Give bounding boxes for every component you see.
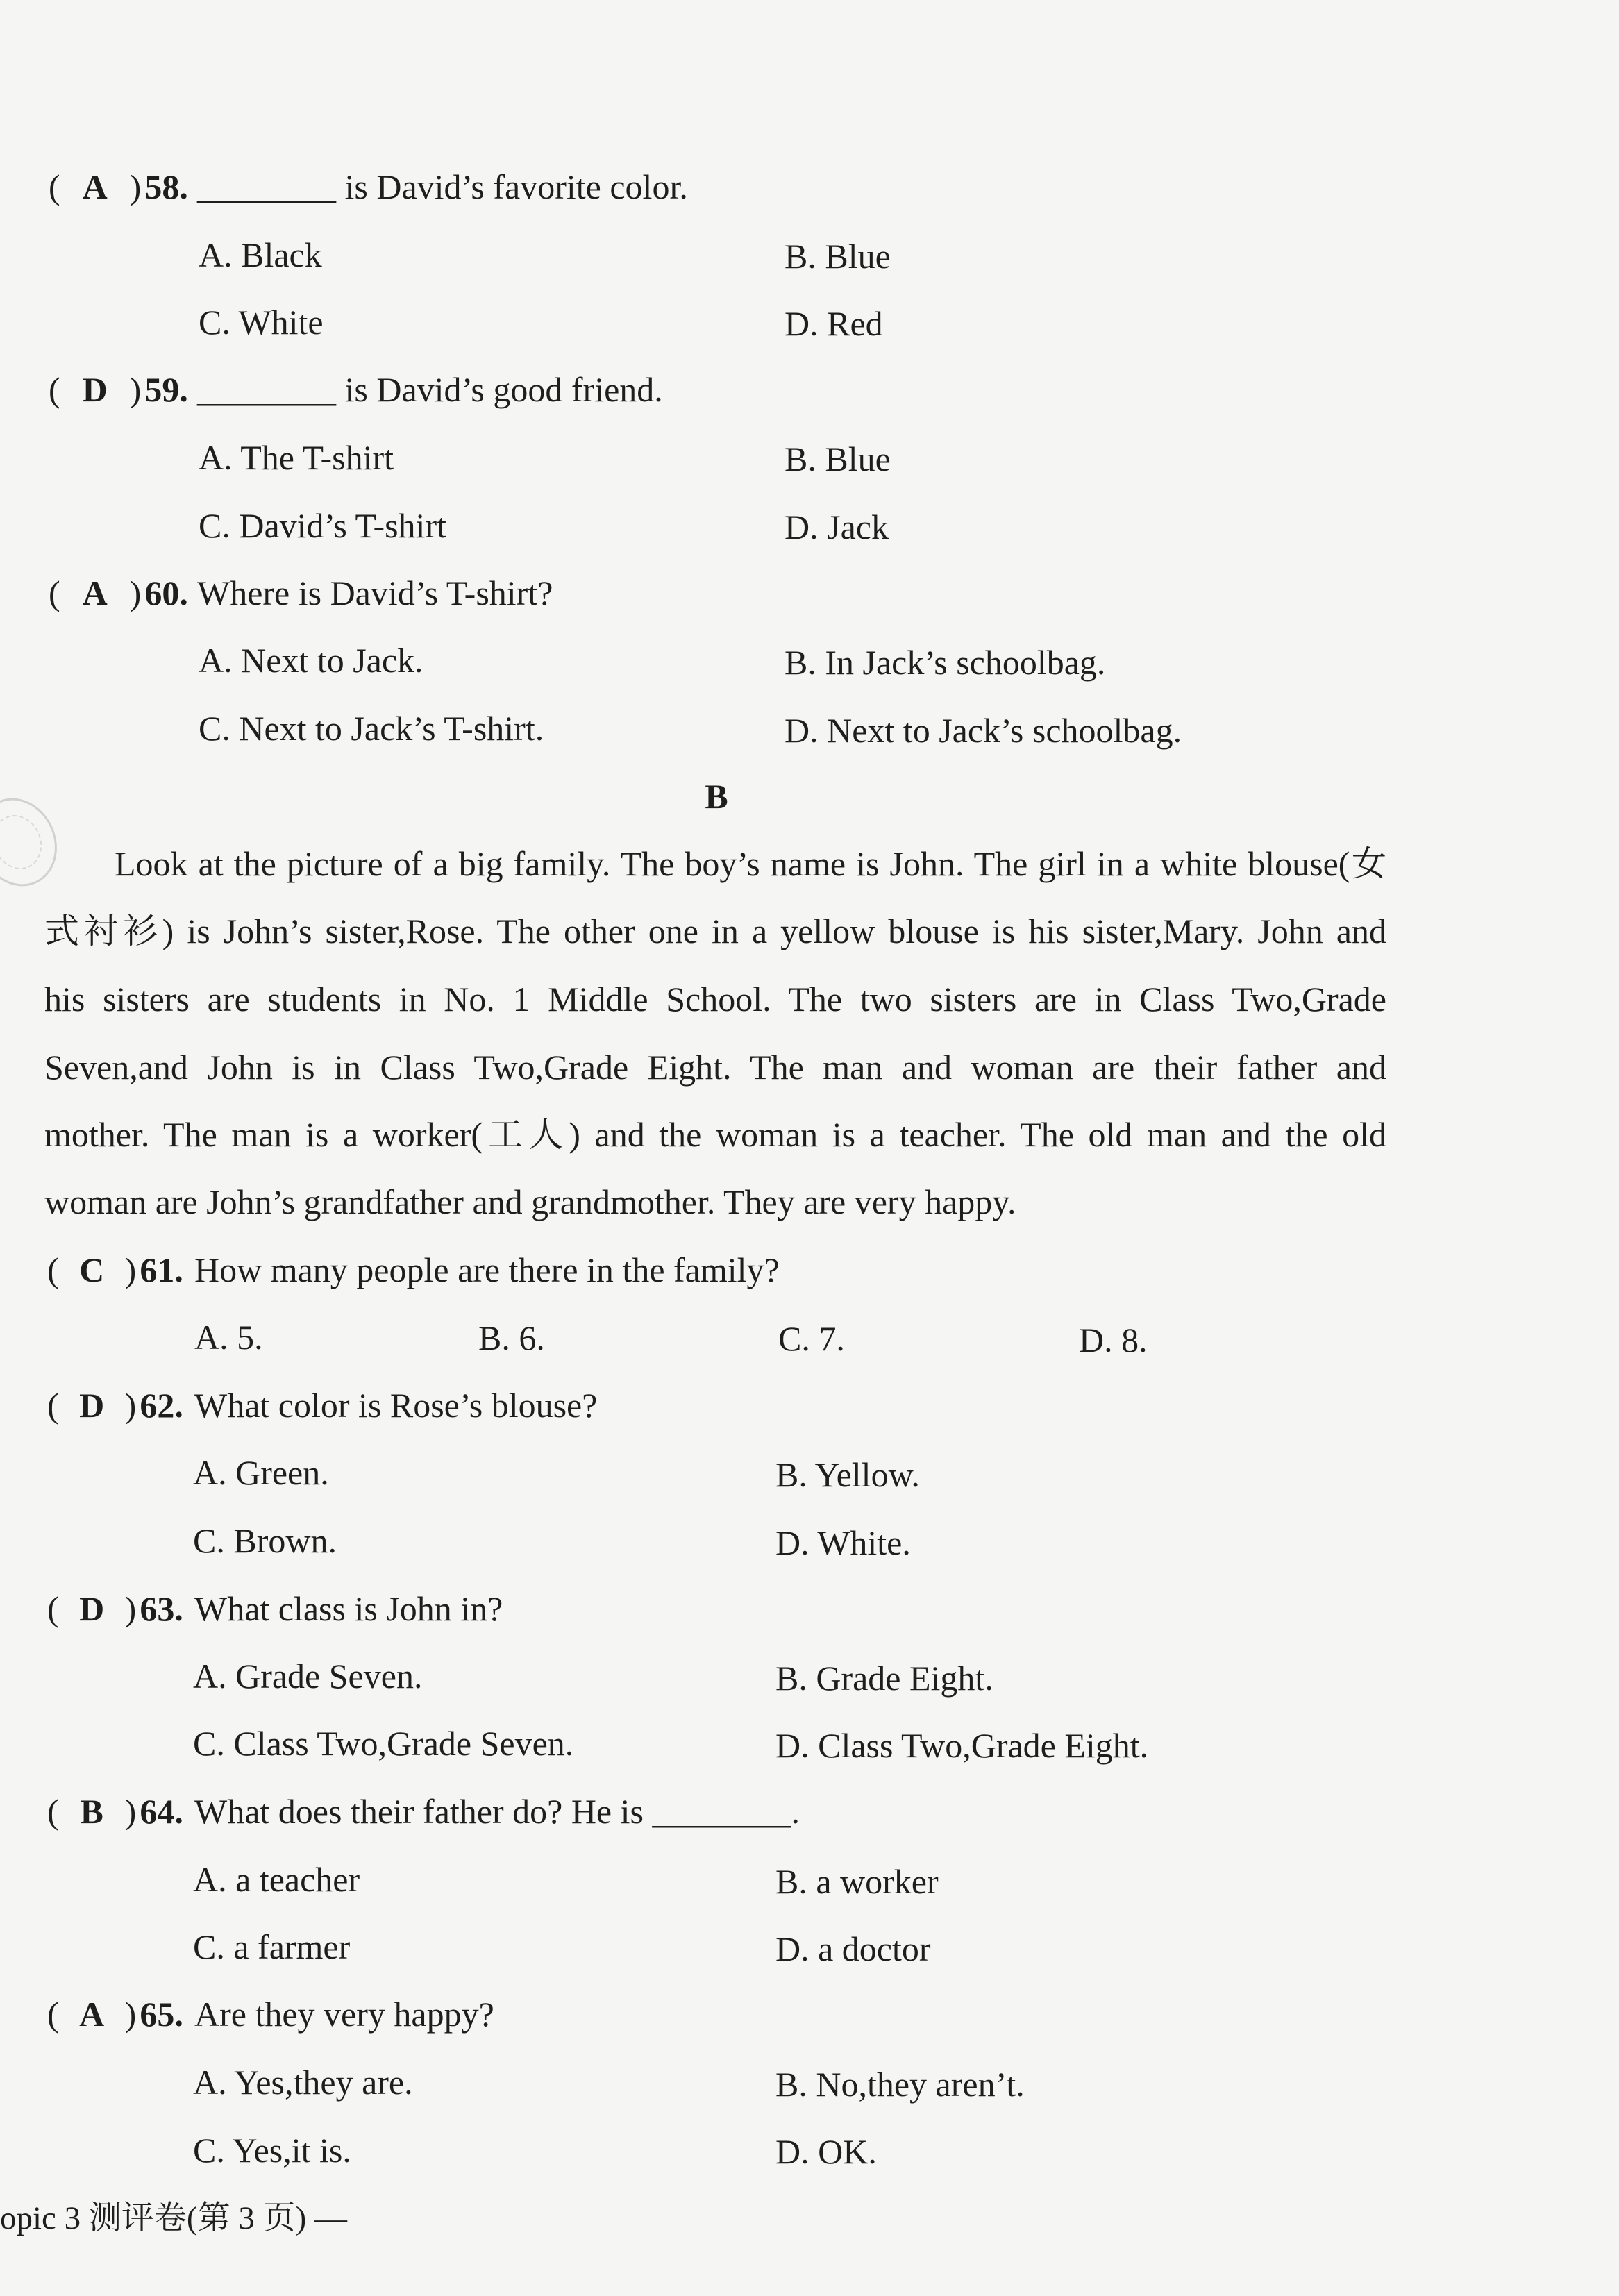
question-number: 58. bbox=[144, 167, 188, 206]
bracket-open: ( bbox=[47, 1386, 59, 1425]
bracket-open: ( bbox=[47, 1589, 59, 1628]
option-b: B. In Jack’s schoolbag. bbox=[785, 643, 1106, 682]
option-a: A. Next to Jack. bbox=[199, 641, 423, 680]
answer-letter: C bbox=[79, 1250, 105, 1289]
bracket-open: ( bbox=[49, 573, 60, 612]
option-d: D. Next to Jack’s schoolbag. bbox=[785, 711, 1182, 750]
option-c: C. Brown. bbox=[193, 1521, 337, 1560]
option-d: D. White. bbox=[775, 1523, 911, 1562]
option-d: D. a doctor bbox=[775, 1929, 931, 1968]
option-c: C. Yes,it is. bbox=[193, 2131, 351, 2170]
option-c: C. David’s T-shirt bbox=[199, 506, 446, 545]
question-63 bbox=[0, 1591, 1619, 1626]
question-58 bbox=[0, 169, 1619, 204]
question-65 bbox=[0, 1995, 1619, 2034]
question-number: 65. bbox=[140, 1995, 183, 2034]
answer-letter: B bbox=[80, 1792, 103, 1831]
option-d: D. Class Two,Grade Eight. bbox=[775, 1726, 1149, 1765]
question-60 bbox=[0, 573, 1619, 612]
bracket-close: ) bbox=[129, 573, 142, 612]
answer-letter: D bbox=[79, 1386, 105, 1425]
question-prefix bbox=[47, 1388, 183, 1423]
option-d: D. 8. bbox=[1079, 1321, 1148, 1359]
question-stem: What does their father do? He is ________. bbox=[194, 1792, 800, 1831]
option-a: A. Green. bbox=[193, 1453, 329, 1492]
question-prefix bbox=[49, 169, 188, 204]
bracket-close: ) bbox=[124, 1386, 137, 1425]
passage-line: his sisters are students in No. 1 Middle School. The two sisters are in Class Two,Grade bbox=[44, 980, 1386, 1019]
question-prefix bbox=[49, 372, 188, 407]
question-number: 59. bbox=[144, 370, 188, 409]
bracket-open: ( bbox=[47, 1250, 59, 1289]
question-prefix bbox=[49, 573, 188, 612]
question-prefix bbox=[47, 1995, 183, 2034]
passage-line: Seven,and John is in Class Two,Grade Eight. The man and woman are their father and bbox=[44, 1048, 1386, 1087]
bracket-open: ( bbox=[47, 1995, 59, 2034]
option-c: C. Class Two,Grade Seven. bbox=[193, 1724, 574, 1763]
question-stem: Are they very happy? bbox=[194, 1995, 494, 2034]
option-d: D. Red bbox=[785, 304, 883, 343]
passage-line: mother. The man is a worker(工人) and the woman is a teacher. The old man and the old bbox=[44, 1115, 1386, 1154]
bracket-close: ) bbox=[124, 1589, 137, 1628]
bracket-close: ) bbox=[124, 1250, 137, 1289]
bracket-open: ( bbox=[47, 1792, 59, 1831]
bracket-close: ) bbox=[124, 1792, 137, 1831]
question-stem: How many people are there in the family? bbox=[194, 1250, 780, 1289]
question-prefix bbox=[47, 1591, 183, 1626]
option-a: A. Yes,they are. bbox=[193, 2063, 413, 2102]
stamp-mark-inner bbox=[0, 807, 51, 877]
option-b: B. Blue bbox=[785, 439, 891, 478]
option-c: C. a farmer bbox=[193, 1927, 351, 1966]
option-b: B. Yellow. bbox=[775, 1455, 920, 1494]
answer-letter: A bbox=[82, 167, 108, 206]
question-59 bbox=[0, 372, 1619, 407]
question-62 bbox=[0, 1388, 1619, 1423]
question-64 bbox=[0, 1794, 1619, 1829]
passage-line: 式衬衫) is John’s sister,Rose. The other one in a yellow blouse is his sister,Mary. John and bbox=[44, 912, 1386, 950]
question-stem: ________ is David’s favorite color. bbox=[197, 167, 688, 206]
bracket-close: ) bbox=[124, 1995, 137, 2034]
question-stem: What class is John in? bbox=[194, 1589, 503, 1628]
passage-line: woman are John’s grandfather and grandmother. They are very happy. bbox=[44, 1182, 1016, 1221]
section-heading: B bbox=[705, 777, 728, 816]
option-a: A. Grade Seven. bbox=[193, 1657, 423, 1695]
stamp-mark bbox=[0, 785, 71, 899]
question-stem: ________ is David’s good friend. bbox=[197, 370, 663, 409]
passage-line: Look at the picture of a big family. The boy’s name is John. The girl in a white blouse(女 bbox=[115, 844, 1386, 883]
option-b: B. Grade Eight. bbox=[775, 1659, 993, 1698]
question-number: 64. bbox=[140, 1792, 183, 1831]
question-prefix bbox=[47, 1794, 183, 1829]
question-number: 63. bbox=[140, 1589, 183, 1628]
answer-letter: D bbox=[82, 370, 108, 409]
option-a: A. The T-shirt bbox=[199, 438, 394, 477]
option-c: C. White bbox=[199, 303, 324, 342]
question-stem: What color is Rose’s blouse? bbox=[194, 1386, 598, 1425]
bracket-close: ) bbox=[129, 370, 142, 409]
bracket-close: ) bbox=[129, 167, 142, 206]
bracket-open: ( bbox=[49, 167, 60, 206]
option-d: D. OK. bbox=[775, 2132, 877, 2171]
option-c: C. Next to Jack’s T-shirt. bbox=[199, 709, 544, 748]
option-b: B. a worker bbox=[775, 1862, 939, 1901]
question-number: 60. bbox=[144, 573, 188, 612]
bracket-open: ( bbox=[49, 370, 60, 409]
answer-letter: A bbox=[82, 573, 108, 612]
question-61 bbox=[0, 1252, 1619, 1287]
answer-letter: D bbox=[79, 1589, 105, 1628]
question-number: 62. bbox=[140, 1386, 183, 1425]
option-b: B. Blue bbox=[785, 237, 891, 276]
option-b: B. 6. bbox=[478, 1318, 545, 1357]
option-c: C. 7. bbox=[778, 1319, 845, 1358]
option-b: B. No,they aren’t. bbox=[775, 2065, 1025, 2104]
option-a: A. 5. bbox=[194, 1318, 263, 1357]
question-stem: Where is David’s T-shirt? bbox=[197, 573, 553, 612]
option-a: A. Black bbox=[199, 235, 322, 274]
option-a: A. a teacher bbox=[193, 1860, 360, 1899]
page-footer: opic 3 测评卷(第 3 页) — bbox=[0, 2200, 347, 2236]
question-prefix bbox=[47, 1252, 183, 1287]
question-number: 61. bbox=[140, 1250, 183, 1289]
option-d: D. Jack bbox=[785, 508, 889, 546]
answer-letter: A bbox=[79, 1995, 105, 2034]
